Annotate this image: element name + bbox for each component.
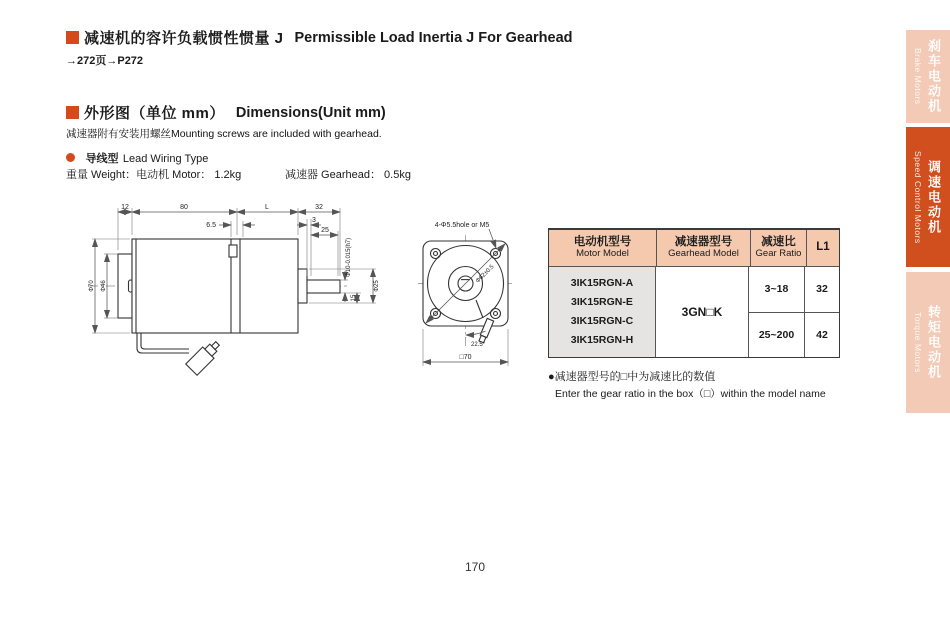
header-gearhead-model: 减速器型号 Gearhead Model [657,230,751,266]
dimension-drawing [85,188,545,413]
lead-wiring-en: Lead Wiring Type [122,153,209,165]
tab-brake-motors[interactable] [906,30,950,123]
tab-brake-motors-en: Brake Motors [913,48,923,105]
mounting-screws-note-cn: 减速器附有安装用螺丝 [66,128,171,140]
section-inertia-title-cn: 减速机的容许负载惯性惯量 J [84,30,284,47]
front-view [418,222,513,366]
lead-wiring-type-row [66,149,208,167]
output-shaft [307,280,340,293]
dim-phi46: Φ46 [101,280,107,292]
lead-wire [137,333,189,353]
dim-15: 15 [351,294,357,302]
tab-torque-motors-cn: 转矩电动机 [926,305,941,380]
header-gear-ratio: 减速比 Gear Ratio [751,230,807,266]
holes-label: 4-Φ5.5hole or M5 [434,222,490,229]
motor-model-3: 3IK15RGN-C [570,315,634,327]
section-inertia-title-en: Permissible Load Inertia J For Gearhead [294,29,573,46]
dim-25: 25 [321,227,329,234]
lead-wiring-cn: 导线型 [85,153,119,165]
dim-L: L [265,204,269,211]
header-l1: L1 [816,241,830,254]
dim-12: 12 [121,204,129,211]
dim-80: 80 [180,204,188,211]
dim-6-5: 6.5 [206,222,216,229]
mounting-screws-note [66,126,382,141]
table-note [548,368,826,401]
dim-phi70: Φ70 [89,280,95,292]
tab-torque-motors-en: Torque Motors [913,312,923,373]
table-note-cn: ●减速器型号的□中为减速比的数值 [548,371,716,383]
orange-dot-icon [66,153,75,162]
motor-model-2: 3IK15RGN-E [571,296,633,308]
section-inertia-heading [66,27,573,48]
weight-label: 重量 Weight： [66,169,137,181]
l1-cell: 32 [816,283,828,296]
motor-model-cell [549,267,656,357]
motor-model-1: 3IK15RGN-A [570,277,634,289]
weight-line [66,166,241,182]
dim-32: 32 [315,204,323,211]
header-motor-model: 电动机型号 Motor Model [549,230,657,266]
orange-square-bullet-icon [66,106,79,119]
tab-speed-control-motors[interactable] [906,127,950,267]
dim-shaft-phi10: Φ10-0.015(h7) [346,237,352,277]
table-note-en: Enter the gear ratio in the box（□）within the model name [555,388,826,400]
side-view [89,204,380,375]
tab-torque-motors[interactable] [906,272,950,413]
dim-square70: □70 [459,354,472,361]
gearhead-boss [298,269,307,303]
motor-model-4: 3IK15RGN-H [570,334,634,346]
spec-table-body [549,267,839,357]
section-dimensions-heading [66,102,386,123]
table-row [749,312,839,358]
tab-brake-motors-cn: 刹车电动机 [926,39,941,114]
mounting-screws-note-en: Mounting screws are included with gearhead. [171,128,382,140]
gear-ratio-cell: 25~200 [749,313,805,358]
l1-cell: 42 [816,328,828,341]
dim-3: 3 [312,217,316,224]
spec-table-header [549,230,839,267]
tab-speed-control-motors-cn: 调速电动机 [926,159,941,235]
orange-square-bullet-icon [66,31,79,44]
page-number: 170 [464,560,486,574]
gearhead-weight-line: 减速器 Gearhead： 0.5kg [285,169,411,181]
dim-bolt-circle: Φ62±0.5 [475,264,496,285]
gearhead-model-cell: 3GN□K [656,267,749,357]
dim-phi25: Φ25 [374,280,380,292]
page-reference-link[interactable]: →272页→P272 [66,55,144,67]
table-row [749,267,839,312]
motor-weight-value: 电动机 Motor： 1.2kg [136,169,242,181]
tab-speed-control-motors-en: Speed Control Motors [913,150,923,244]
wire-connector [186,338,223,375]
section-dimensions-title-cn: 外形图（单位 mm） [84,105,225,122]
motor-body [132,239,298,333]
gear-ratio-cell: 3~18 [749,267,805,312]
section-dimensions-title-en: Dimensions(Unit mm) [235,104,386,121]
dim-angle: 22.5° [471,342,486,348]
gearhead-spec-table [548,228,840,358]
